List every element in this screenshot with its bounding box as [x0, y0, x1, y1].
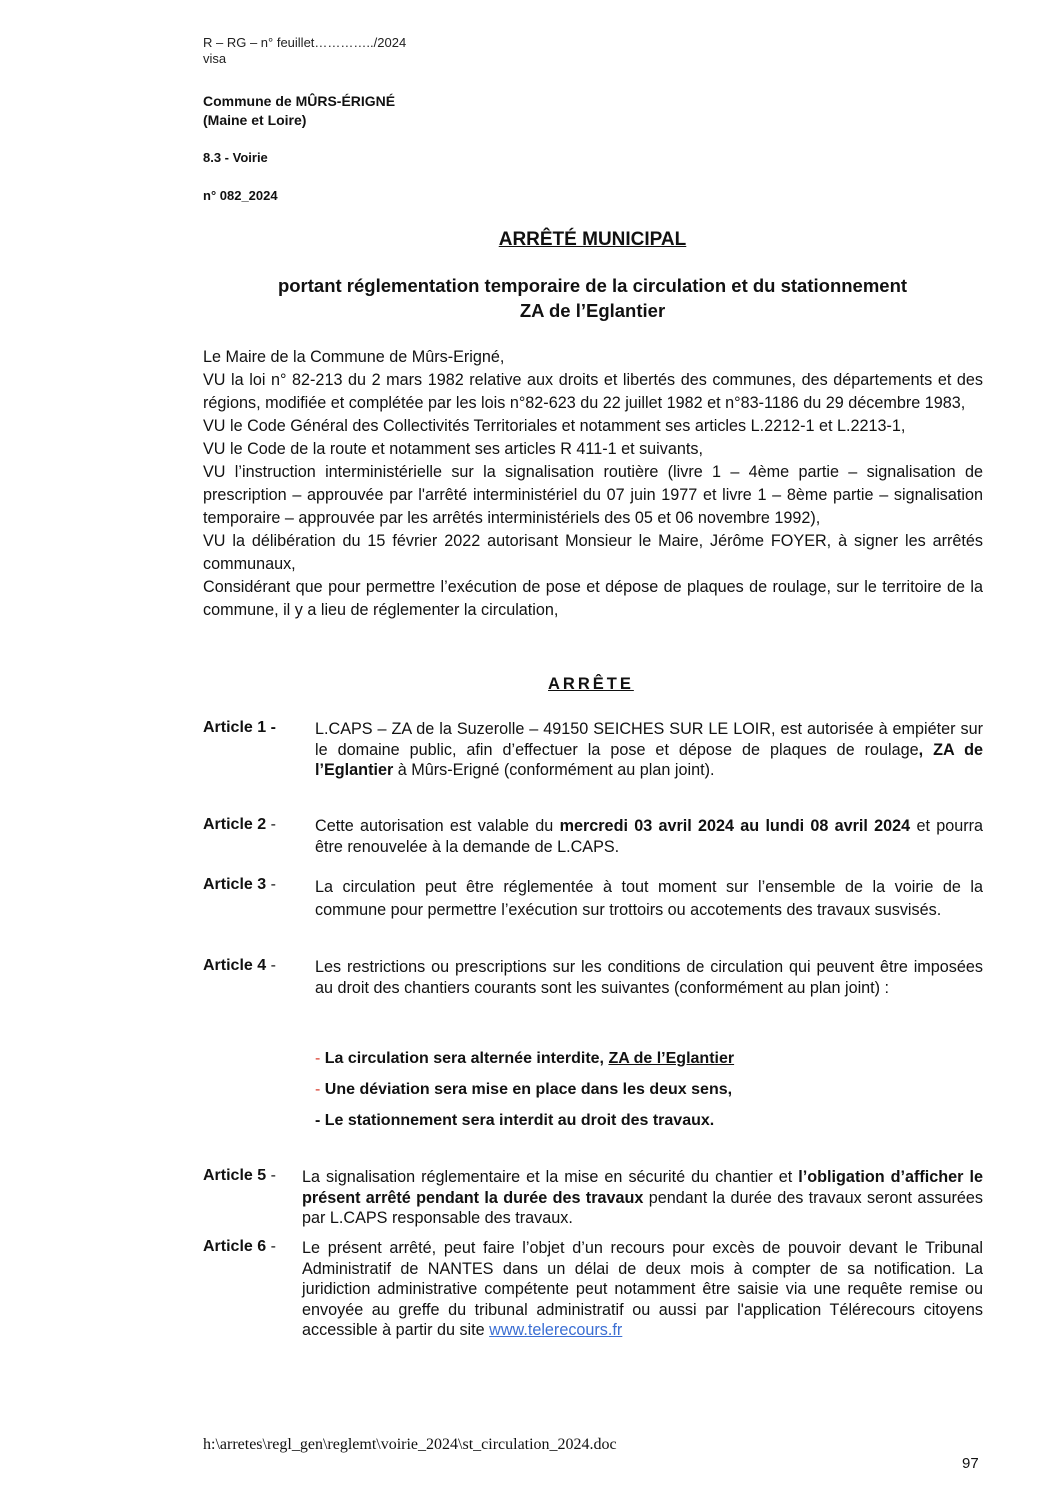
article-3-text: La circulation peut être réglementée à tout moment sur l’ensemble de la voirie de la commune pour permettre l’exécution sur trottoirs ou accotements des travaux susvisés.: [315, 878, 983, 919]
subtitle-line-1: portant réglementation temporaire de la circulation et du stationnement: [277, 275, 908, 296]
article-2-dates: mercredi 03 avril 2024 au lundi 08 avril 2024: [559, 817, 911, 835]
commune-name: Commune de MÛRS-ÉRIGNÉ: [203, 93, 396, 109]
article-6-dash: -: [266, 1238, 276, 1255]
article-5-label-text: Article 5: [203, 1167, 267, 1184]
preamble-line: VU la loi n° 82-213 du 2 mars 1982 relative aux droits et libertés des communes, des départements et des régions, modifiée et complétée par les lois n°82-623 du 22 juillet 1982 et n°83-1186 du 29 décembre 1983,: [203, 371, 983, 412]
commune-block: [203, 92, 395, 130]
article-5-label: [203, 1167, 276, 1185]
article-2-text: [315, 816, 983, 857]
article-2-label: [203, 816, 276, 834]
article-6-text: [302, 1238, 983, 1341]
article-6-label-text: Article 6: [203, 1238, 267, 1255]
telerecours-link[interactable]: www.telerecours.fr: [489, 1321, 623, 1339]
article-4-measure-3: - Le stationnement sera interdit au droit des travaux.: [315, 1112, 715, 1129]
article-2-text-part: et pourra être renouvelée à la demande de L.CAPS.: [315, 817, 983, 856]
article-3-label-text: Article 3: [203, 876, 267, 893]
preamble-line: VU le Code de la route et notamment ses articles R 411-1 et suivants,: [203, 440, 703, 458]
arrete-heading: ARRÊTE: [548, 675, 634, 693]
feuillet-line: R – RG – n° feuillet…………../2024: [203, 35, 407, 50]
preamble-line: VU la délibération du 15 février 2022 autorisant Monsieur le Maire, Jérôme FOYER, à signer les arrêtés communaux,: [203, 532, 983, 573]
article-1-text: [315, 719, 983, 781]
article-4-dash: -: [266, 957, 276, 974]
article-3-label: [203, 876, 276, 894]
measure-1-text: La circulation sera alternée interdite,: [320, 1050, 609, 1067]
article-1-text-part: à Mûrs-Erigné (conformément au plan joint).: [393, 761, 715, 779]
file-path-footer: h:\arretes\regl_gen\reglemt\voirie_2024\st_circulation_2024.doc: [203, 1436, 617, 1453]
preamble-line: Considérant que pour permettre l’exécution de pose et dépose de plaques de roulage, sur le territoire de la commune, il y a lieu de réglementer la circulation,: [203, 578, 983, 619]
preamble-line: Le Maire de la Commune de Mûrs-Erigné,: [203, 348, 505, 366]
article-4-measure-2: [315, 1080, 732, 1100]
article-5-dash: -: [266, 1167, 276, 1184]
article-5-text: [302, 1167, 983, 1229]
article-4-label: [203, 957, 276, 975]
article-5-obligation: l’obligation d’afficher le présent arrêté pendant la durée des travaux: [302, 1168, 983, 1207]
preamble: [203, 346, 983, 622]
page-title: ARRÊTÉ MUNICIPAL: [498, 229, 687, 250]
article-4-label-text: Article 4: [203, 957, 267, 974]
article-4-measure-1: [315, 1049, 734, 1069]
article-6-text-part: Le présent arrêté, peut faire l’objet d’un recours pour excès de pouvoir devant le Tribunal Administratif de NANTES dans un délai de deux mois à compter de sa notification. La juridiction administrative compétente peut notamment être saisie via une requête remise ou envoyée au greffe du tribunal administratif ou aussi par l'application Télérecours citoyens accessible à partir du site: [302, 1239, 983, 1339]
article-2-text-part: Cette autorisation est valable du: [315, 817, 560, 835]
article-2-label-text: Article 2: [203, 816, 267, 833]
article-1-text-part: L.CAPS – ZA de la Suzerolle – 49150 SEICHES SUR LE LOIR, est autorisée à empiéter sur le domaine public, afin d’effectuer la pose et dépose de plaques de roulage: [315, 720, 983, 759]
article-5-text-part: pendant la durée des travaux seront assurées par L.CAPS responsable des travaux.: [302, 1188, 984, 1227]
commune-department: (Maine et Loire): [203, 112, 307, 128]
measure-1-location: ZA de l’Eglantier: [608, 1050, 735, 1067]
article-1-label: Article 1 -: [203, 719, 276, 736]
preamble-line: VU le Code Général des Collectivités Territoriales et notamment ses articles L.2212-1 et L.2213-1,: [203, 417, 906, 435]
document-category: 8.3 - Voirie: [203, 150, 268, 165]
bullet-dash: -: [315, 1050, 321, 1067]
page-number: 97: [962, 1455, 979, 1472]
bullet-dash: -: [315, 1081, 321, 1098]
measure-2-text: Une déviation sera mise en place dans les deux sens,: [320, 1081, 733, 1098]
page-subtitle: [0, 273, 1058, 323]
subtitle-line-2: ZA de l’Eglantier: [519, 300, 666, 321]
visa-label: visa: [203, 51, 227, 66]
article-4-text: Les restrictions ou prescriptions sur les conditions de circulation qui peuvent être imposées au droit des chantiers courants sont les suivantes (conformément au plan joint) :: [315, 958, 983, 997]
article-3-dash: -: [266, 876, 276, 893]
article-1-location: , ZA de l’Eglantier: [315, 740, 983, 779]
article-5-text-part: La signalisation réglementaire et la mise en sécurité du chantier et: [302, 1168, 799, 1186]
article-6-label: [203, 1238, 276, 1256]
article-2-dash: -: [266, 816, 276, 833]
preamble-line: VU l’instruction interministérielle sur la signalisation routière (livre 1 – 4ème partie – signalisation de prescription – approuvée par l'arrêté interministériel du 07 juin 1977 et livre 1 – 8ème partie – signalisation temporaire – approuvée par les arrêtés interministériels des 05 et 06 novembre 1992),: [203, 463, 983, 527]
document-number: n° 082_2024: [203, 188, 278, 203]
